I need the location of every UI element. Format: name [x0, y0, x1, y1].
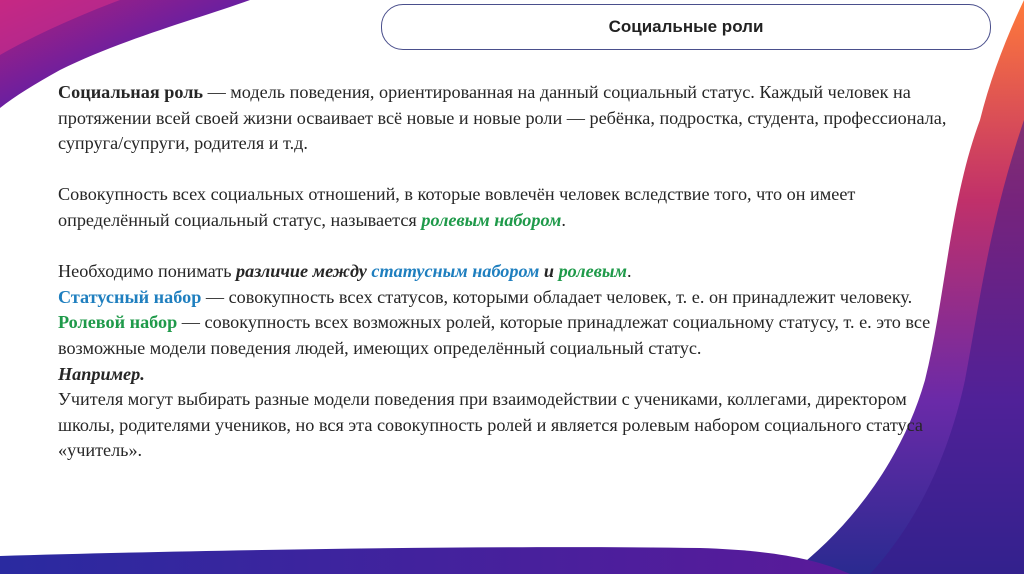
term-role-inline: ролевым — [558, 261, 627, 282]
example-label-text: Например. — [58, 363, 145, 384]
term-social-role: Социальная роль — [58, 82, 204, 102]
role-set-intro: Совокупность всех социальных отношений, в которые вовлечён человек вследствие того, что он имеет определённый социальный статус, называется — [58, 184, 856, 230]
term-role-set-heading: Ролевой набор — [58, 312, 178, 333]
example-label — [58, 362, 958, 388]
paragraph-difference — [58, 259, 958, 285]
slide-body — [58, 80, 958, 464]
term-status-set-inline: статусным набором — [371, 261, 540, 282]
conjunction: и — [539, 261, 559, 282]
paragraph-role-set — [58, 182, 958, 233]
term-role-set: ролевым набором — [421, 209, 562, 230]
slide-title: Социальные роли — [608, 17, 764, 36]
difference-emphasis: различие между — [236, 261, 372, 282]
term-status-set: Статусный набор — [58, 286, 202, 307]
social-role-definition: — модель поведения, ориентированная на данный социальный статус. Каждый человек на протяжении всей своей жизни осваивает всё новые и новые роли — ребёнка, подростка, студента, профессионала, супруга/супруги, родителя и т.д. — [58, 82, 947, 154]
paragraph-social-role — [58, 80, 958, 157]
difference-intro: Необходимо понимать — [58, 261, 237, 282]
bottom-band — [0, 547, 850, 574]
paragraph-status-set — [58, 285, 958, 311]
punctuation: . — [626, 261, 632, 282]
punctuation: . — [561, 209, 566, 230]
role-set-definition: — совокупность всех возможных ролей, которые принадлежат социальному статусу, т. е. это все возможные модели поведения людей, имеющих определённый социальный статус. — [58, 312, 931, 358]
status-set-definition: — совокупность всех статусов, которыми обладает человек, т. е. он принадлежит человеку. — [201, 286, 913, 307]
slide-title-box — [381, 4, 991, 50]
paragraph-role-set-definition — [58, 310, 958, 361]
example-text: Учителя могут выбирать разные модели поведения при взаимодействии с учениками, коллегами, директором школы, родителями учеников, но вся эта совокупность ролей и является ролевым набором социального статуса «учитель». — [58, 389, 924, 461]
